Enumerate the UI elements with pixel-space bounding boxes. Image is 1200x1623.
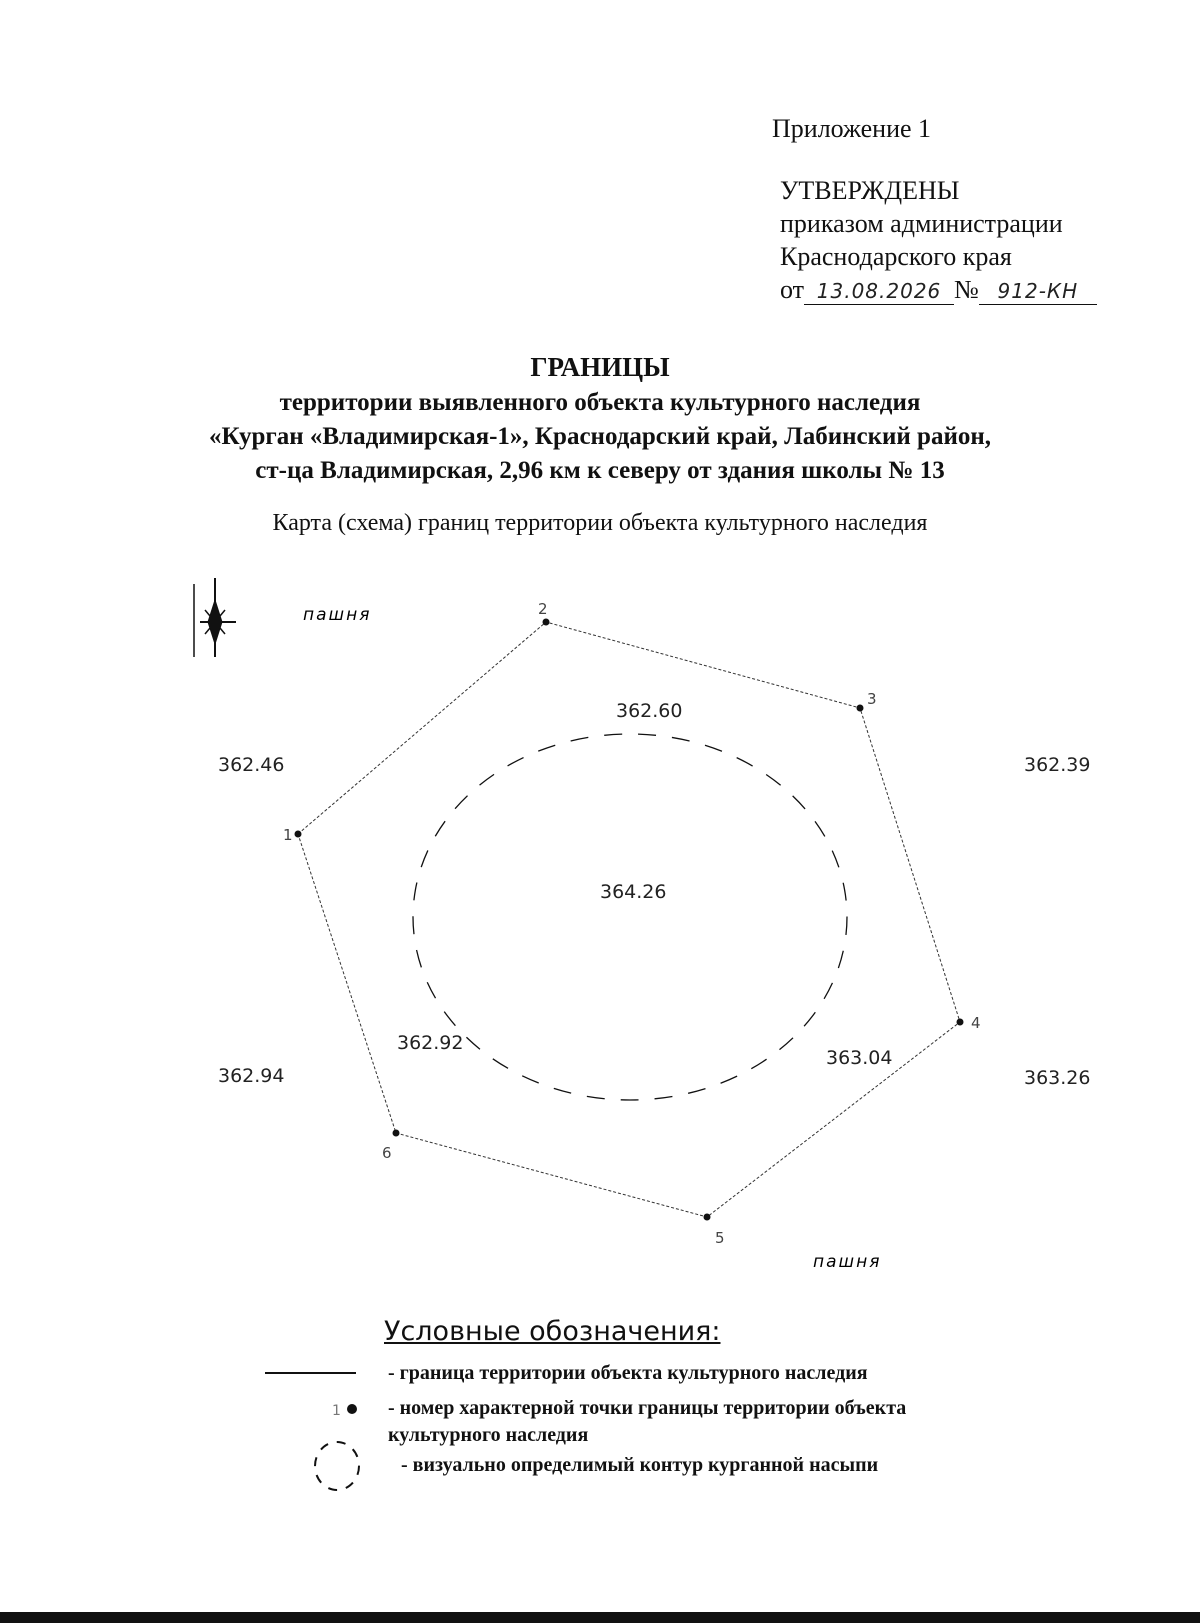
approved-line-2: Краснодарского края xyxy=(780,242,1012,271)
point-number: 5 xyxy=(715,1229,725,1247)
elevation-label: 363.04 xyxy=(826,1047,893,1069)
scan-edge-bar xyxy=(0,1612,1200,1623)
boundary-point xyxy=(957,1019,964,1026)
point-number: 4 xyxy=(971,1014,981,1032)
boundary-point xyxy=(295,831,302,838)
point-number: 2 xyxy=(538,600,548,618)
title-line-1: территории выявленного объекта культурного наследия xyxy=(279,389,921,416)
legend-point-icon xyxy=(347,1404,357,1414)
land-label-bottom: пашня xyxy=(813,1252,882,1272)
appendix-label: Приложение 1 xyxy=(772,114,932,143)
boundary-point xyxy=(543,619,550,626)
handwritten-number: 912-КН xyxy=(979,278,1097,305)
elevation-label: 362.92 xyxy=(397,1032,464,1054)
title-line-2: «Курган «Владимирская-1», Краснодарский край, Лабинский район, xyxy=(208,423,992,450)
date-prefix: от xyxy=(780,275,805,304)
point-number: 3 xyxy=(867,690,877,708)
approved-line-1: приказом администрации xyxy=(780,209,1063,238)
elevation-label: 363.26 xyxy=(1024,1067,1091,1089)
boundary-point xyxy=(857,705,864,712)
boundary-point xyxy=(704,1214,711,1221)
legend-item-boundary: - граница территории объекта культурного наследия xyxy=(388,1362,868,1384)
document-title: ГРАНИЦЫ xyxy=(530,352,670,382)
north-arrow-icon xyxy=(194,578,236,657)
title-line-3: ст-ца Владимирская, 2,96 км к северу от здания школы № 13 xyxy=(255,457,945,484)
land-label-top: пашня xyxy=(303,605,372,625)
approved-title: УТВЕРЖДЕНЫ xyxy=(780,176,960,205)
legend-item-mound: - визуально определимый контур курганной насыпи xyxy=(401,1454,879,1476)
point-number: 6 xyxy=(382,1144,392,1162)
legend-item-point-continued: культурного наследия xyxy=(388,1424,589,1446)
elevation-label: 362.39 xyxy=(1024,754,1091,776)
elevation-label: 362.46 xyxy=(218,754,285,776)
point-number: 1 xyxy=(283,826,293,844)
legend-item-point: - номер характерной точки границы территории объекта xyxy=(388,1397,907,1419)
elevation-label: 364.26 xyxy=(600,881,667,903)
legend-mound-contour-icon xyxy=(315,1442,359,1490)
legend-point-number: 1 xyxy=(332,1403,341,1419)
handwritten-date: 13.08.2026 xyxy=(804,278,954,305)
legend-title: Условные обозначения: xyxy=(384,1316,721,1347)
mound-contour xyxy=(413,734,847,1100)
elevation-label: 362.60 xyxy=(616,700,683,722)
boundary-point xyxy=(393,1130,400,1137)
number-prefix: № xyxy=(954,275,979,304)
elevation-label: 362.94 xyxy=(218,1065,285,1087)
map-subtitle: Карта (схема) границ территории объекта культурного наследия xyxy=(272,510,928,536)
